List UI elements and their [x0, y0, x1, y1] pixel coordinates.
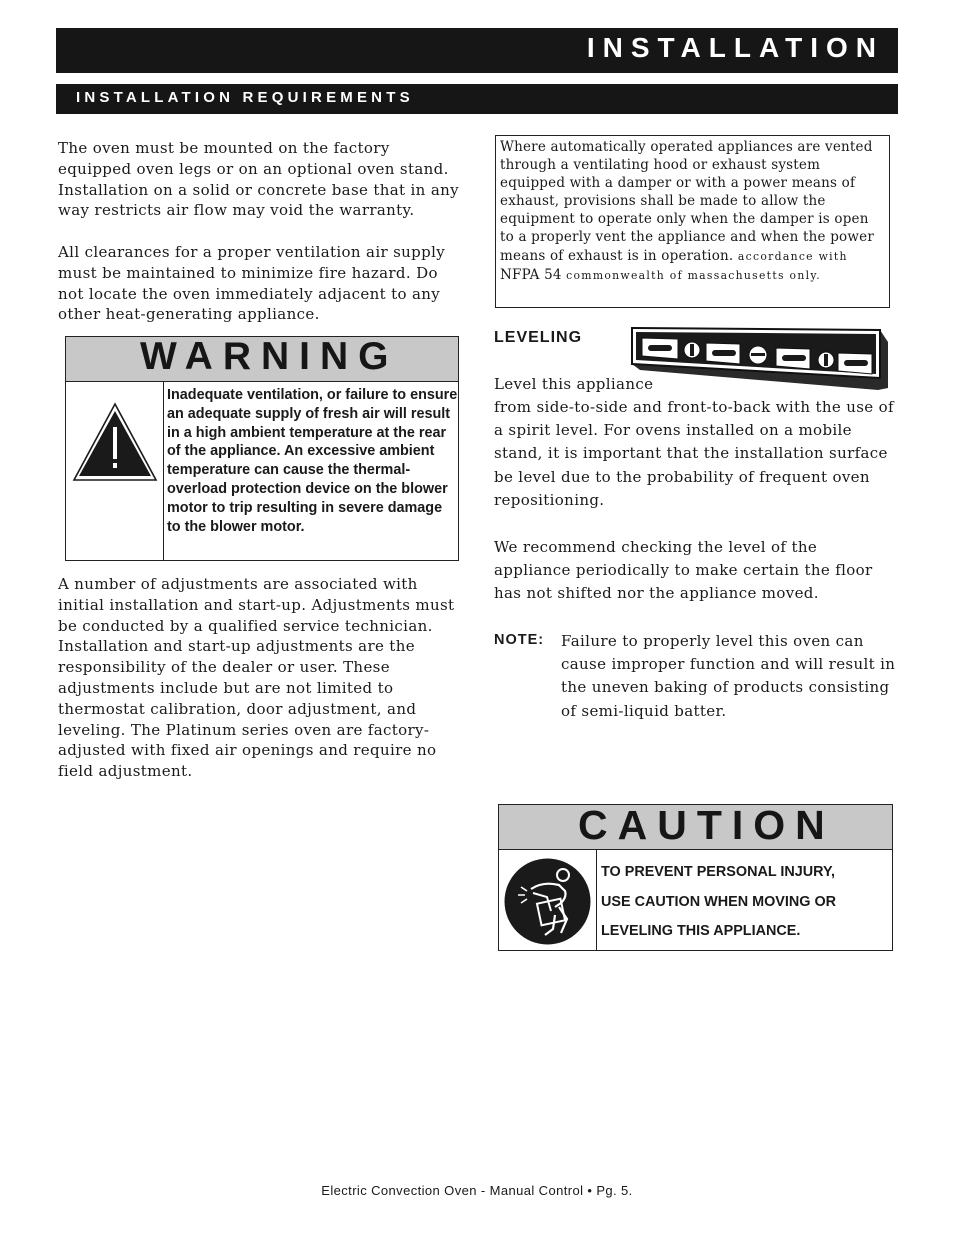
person-lifting-icon: [503, 857, 592, 946]
caution-line: LEVELING THIS APPLIANCE.: [601, 923, 801, 939]
leveling-paragraph: from side-to-side and front-to-back with the use of a spirit level. For ovens installed on a mobile stand, it is important that the installation surface be level due to the probability of frequent oven repositioning.: [494, 398, 894, 509]
warning-title: WARNING: [140, 335, 399, 378]
mounting-paragraph: The oven must be mounted on the factory equipped oven legs or on an optional oven stand. Installation on a solid or concrete base that in any way restricts air flow may void the warranty.: [58, 139, 459, 220]
warning-box: [65, 336, 459, 561]
adjustments-paragraph: A number of adjustments are associated with initial installation and start-up. Adjustments must be conducted by a qualified service technician. Installation and start-up adjustments are the responsibility of the dealer or user. These adjustments include but are not limited to thermostat calibration, door adjustment, and leveling. The Platinum series oven are factory-adjusted with fixed air openings and require no field adjustment.: [58, 575, 455, 781]
leveling-recommend-paragraph: We recommend checking the level of the appliance periodically to make certain the floor has not shifted nor the appliance moved.: [494, 538, 873, 603]
page-footer: Electric Convection Oven - Manual Control • Pg. 5.: [321, 1183, 633, 1198]
ventilation-notice-prefix: accordance with: [737, 249, 848, 263]
ventilation-notice-suffix: commonwealth of massachusetts only.: [566, 268, 822, 282]
caution-title: CAUTION: [578, 802, 835, 848]
note-text: Failure to properly level this oven can cause improper function and will result in the uneven baking of products consisting of semi-liquid batter.: [561, 632, 896, 720]
page-title: INSTALLATION: [586, 32, 884, 63]
section-title: INSTALLATION REQUIREMENTS: [76, 89, 414, 106]
caution-text: [601, 858, 887, 947]
leveling-paragraph-lead: Level this appliance: [494, 375, 654, 393]
ventilation-notice-box: [495, 135, 890, 308]
caution-line: USE CAUTION WHEN MOVING OR: [601, 893, 837, 910]
caution-header: [499, 802, 892, 850]
warning-triangle-icon: [71, 401, 159, 483]
leveling-heading: LEVELING: [494, 329, 583, 346]
ventilation-notice-code: NFPA 54: [500, 266, 562, 283]
warning-text: Inadequate ventilation, or failure to ensure an adequate supply of fresh air will result in a high ambient temperature at the rear of the appliance. An excessive ambient temperature can cause the thermal-overload protection device on the blower motor to trip resulting in severe damage to the blower motor.: [167, 387, 458, 535]
page-header-bar: [56, 28, 898, 73]
warning-header: [66, 337, 458, 382]
section-header-bar: [56, 84, 898, 114]
ventilation-notice-text: Where automatically operated appliances are vented through a ventilating hood or exhaust system equipped with a damper or with a power means of exhaust, provisions shall be made to allow the equipment to operate only when the damper is open to a properly vent the appliance and when the power means of exhaust is in operation.: [500, 139, 874, 264]
warning-divider: [163, 381, 164, 560]
caution-box: [498, 804, 893, 951]
caution-line: TO PREVENT PERSONAL INJURY,: [601, 864, 836, 880]
clearance-paragraph: All clearances for a proper ventilation air supply must be maintained to minimize fire hazard. Do not locate the oven immediately adjacent to any other heat-generating appliance.: [58, 243, 446, 324]
note-label: NOTE:: [494, 632, 545, 648]
caution-divider: [596, 849, 597, 950]
spirit-level-icon: [630, 324, 892, 392]
